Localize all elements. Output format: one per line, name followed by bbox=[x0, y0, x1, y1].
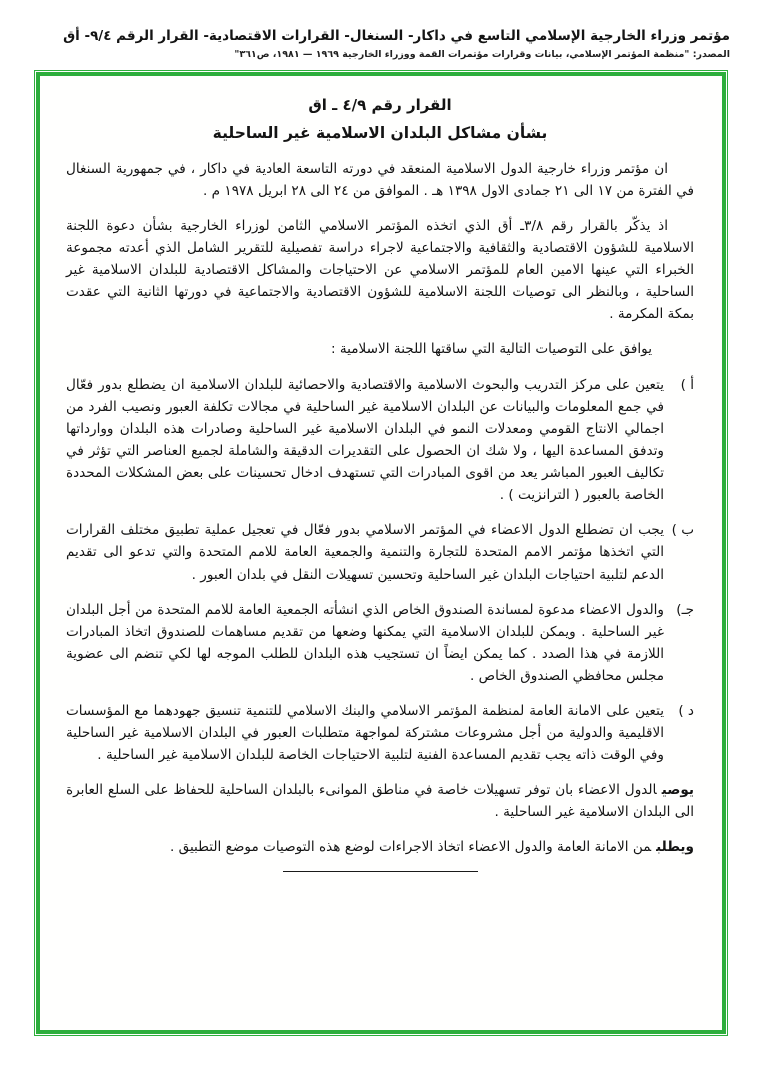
item-d-marker: د ) bbox=[678, 702, 694, 719]
recommendation-item-b bbox=[66, 519, 694, 585]
resolution-number-title: القرار رقم ٤/٩ ـ اق bbox=[308, 96, 452, 115]
document-header bbox=[20, 22, 738, 62]
recital-paragraph: اذ يذكّر بالقرار رقم ٣/٨ـ أق الذي اتخذه المؤتمر الاسلامي الثامن لوزراء الخارجية بشأن دعوة اللجنة الاسلامية للشؤون الاقتصادية والثقافية والاجتماعية لاجراء دراسة تفصيلية للتقرير الشامل الذي أعدته مجموعة الخبراء التي عينها الامين العام للمؤتمر الاسلامي عن الاحتياجات والمشاكل الاقتصادية للبلدان الاسلامية غير الساحلية ، وبالنظر الى توصيات اللجنة الاسلامية للشؤون الاقتصادية والاجتماعية في دورتها الثانية التي عقدت بمكة المكرمة . bbox=[66, 218, 694, 323]
item-c-marker: جـ) bbox=[676, 601, 694, 618]
resolution-subject-title: بشأن مشاكل البلدان الاسلامية غير الساحلية bbox=[212, 124, 548, 143]
item-a-marker: أ ) bbox=[680, 377, 694, 394]
recommendation-item-c bbox=[66, 599, 694, 687]
recommendation-text: الدول الاعضاء بان توفر تسهيلات خاصة في مناطق الموانىء بالبلدان الساحلية للحفاظ على السلع العابرة الى البلدان الاسلامية غير الساحلية . bbox=[66, 781, 694, 820]
request-text: من الامانة العامة والدول الاعضاء اتخاذ الاجراءات لوضع هذه التوصيات موضع التطبيق . bbox=[169, 838, 652, 855]
item-b-marker: ب ) bbox=[671, 522, 694, 539]
document-border-frame bbox=[36, 72, 726, 1034]
recommendation-paragraph bbox=[66, 779, 694, 823]
preamble-paragraph: ان مؤتمر وزراء خارجية الدول الاسلامية المنعقد في دورته التاسعة العادية في داكار ، في جمهورية السنغال في الفترة من ١٧ الى ٢١ جمادى الاول ١٣٩٨ هـ . الموافق من ٢٤ الى ٢٨ ابريل ١٩٧٨ م . bbox=[66, 161, 694, 200]
item-a-text: يتعين على مركز التدريب والبحوث الاسلامية والاقتصادية والاحصائية للبلدان الاسلامية ان يضطلع بدور فعّال في جمع المعلومات والبيانات عن البلدان الاسلامية غير الساحلية في مجالات تكلفة العبور ونصيب الفرد من اجمالي الانتاج القومي ومعدلات النمو في البلدان الاسلامية غير الساحلية وصادرات هذه البلدان ووارداتها وتدفق المساعدة اليها ، ولا شك ان الحصول على التقديرات الدقيقة والشاملة لجميع العناصر التي تؤثر في تكاليف العبور المباشر يعد من اقوى المبادرات التي تستهدف ادخال تحسينات على بعض المشكلات المحددة الخاصة بالعبور ( الترانزيت ) . bbox=[66, 377, 664, 504]
header-title-line: مؤتمر وزراء الخارجية الإسلامي التاسع في داكار- السنغال- القرارات الاقتصادية- القرار الرقم ٩/٤- أق bbox=[63, 28, 730, 44]
request-paragraph bbox=[66, 836, 694, 858]
recommendation-lead-word: يوصي bbox=[661, 781, 694, 798]
end-rule-divider bbox=[283, 871, 478, 872]
recommendation-item-d bbox=[66, 700, 694, 766]
request-lead-word: ويطلب bbox=[656, 838, 694, 855]
approval-line: يوافق على التوصيات التالية التي ساقتها اللجنة الاسلامية : bbox=[330, 341, 652, 358]
item-d-text: يتعين على الامانة العامة لمنظمة المؤتمر الاسلامي والبنك الاسلامي للتنمية تنسيق جهودهما مع المؤسسات الاقليمية والدولية من أجل مشروعات مشتركة لمواجهة متطلبات العبور في البلدان الاسلامية غير الساحلية وفي الوقت ذاته يجب تقديم المساعدة الفنية لتلبية الاحتياجات الخاصة للبلدان الاسلامية غير الساحلية . bbox=[66, 702, 664, 763]
header-source-line: المصدر: "منظمة المؤتمر الإسلامي، بيانات وقرارات مؤتمرات القمة ووزراء الخارجية ١٩٦٩ — ١٩٨١، ص٣٦١" bbox=[234, 49, 730, 61]
item-c-text: والدول الاعضاء مدعوة لمساندة الصندوق الخاص الذي انشأته الجمعية العامة للامم المتحدة من أجل البلدان غير الساحلية . ويمكن للبلدان الاسلامية التي يمكنها وضعها من تقديم مساهمات للصندوق اتخاذ المبادرات اللازمة في هذا الصدد . كما يمكن ايضاً ان تستجيب هذه البلدان للطلب الموجه لها لكي تنضم الى عضوية مجلس محافظي الصندوق الخاص . bbox=[66, 601, 664, 684]
item-b-text: يجب ان تضطلع الدول الاعضاء في المؤتمر الاسلامي بدور فعّال في تعجيل عملية تطبيق مختلف القرارات التي اتخذها مؤتمر الامم المتحدة للتجارة والتنمية والجمعية العامة للامم المتحدة والتي تدعو الى تقديم الدعم لتلبية احتياجات البلدان غير الساحلية وتحسين تسهيلات النقل في بلدان العبور . bbox=[66, 522, 664, 583]
recommendation-item-a bbox=[66, 374, 694, 506]
